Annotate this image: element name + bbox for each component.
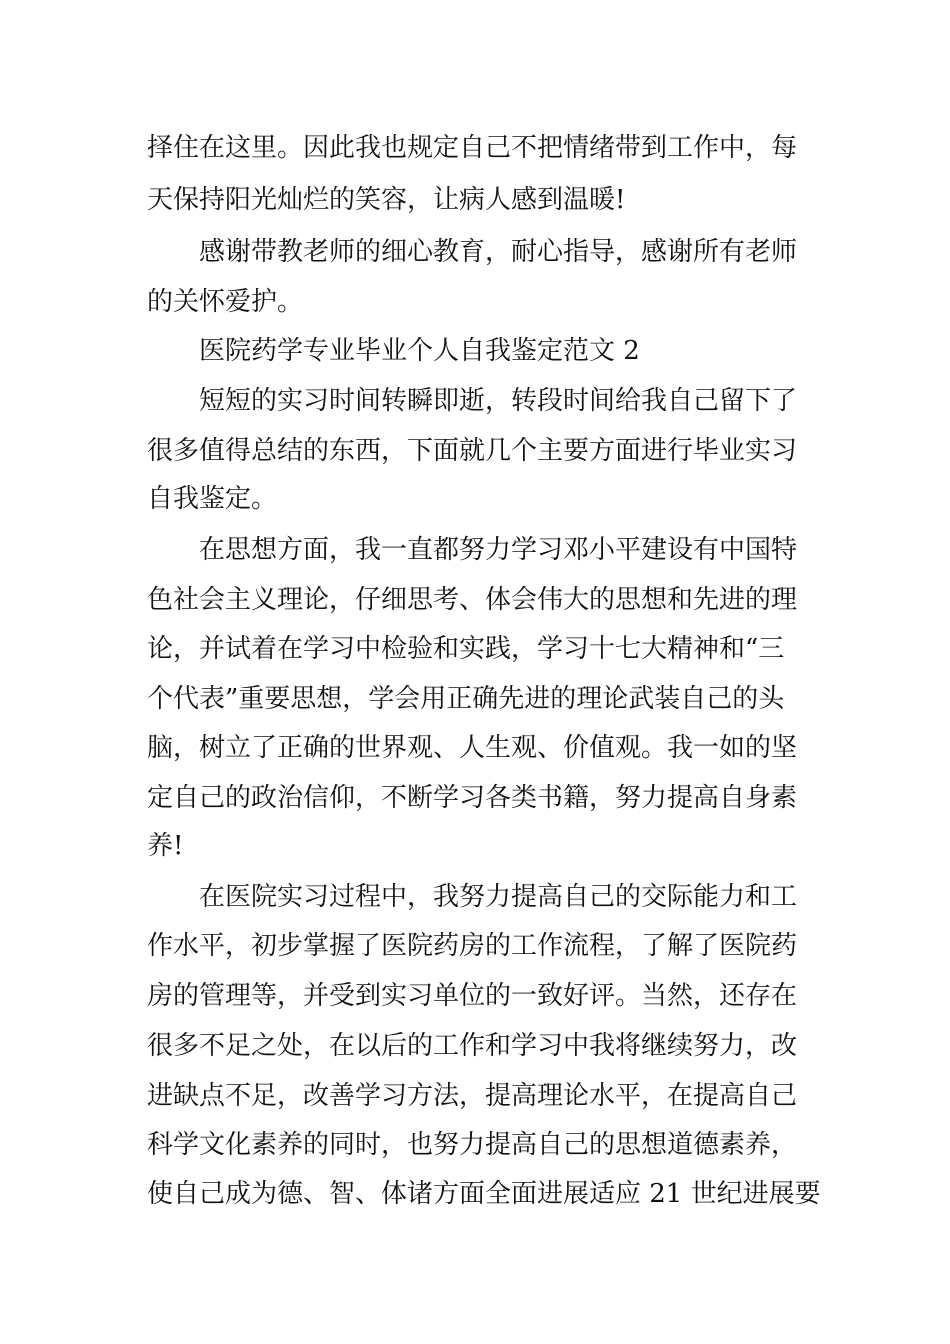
paragraph-first-line: 在医院实习过程中，我努力提高自己的交际能力和工 [199, 882, 798, 912]
body-text-line: 论，并试着在学习中检验和实践，学习十七大精神和“三 [147, 634, 785, 664]
body-text-line: 的关怀爱护。 [147, 287, 304, 317]
paragraph-first-line: 短短的实习时间转瞬即逝，转段时间给我自己留下了 [199, 386, 798, 416]
body-text-line: 科学文化素养的同时，也努力提高自己的思想道德素养， [147, 1130, 798, 1160]
body-text-line: 个代表”重要思想，学会用正确先进的理论武装自己的头 [147, 684, 785, 714]
body-text-line: 很多值得总结的东西，下面就几个主要方面进行毕业实习 [147, 436, 798, 466]
section-heading: 医院药学专业毕业个人自我鉴定范文 2 [199, 336, 640, 366]
body-text-line: 使自己成为德、智、体诸方面全面进展适应 21 世纪进展要 [147, 1179, 821, 1209]
paragraph-first-line: 感谢带教老师的细心教育，耐心指导，感谢所有老师 [199, 237, 798, 267]
body-text-line: 作水平，初步掌握了医院药房的工作流程，了解了医院药 [147, 931, 798, 961]
body-text-line: 天保持阳光灿烂的笑容，让病人感到温暖! [147, 185, 626, 215]
body-text-line: 自我鉴定。 [147, 484, 278, 514]
body-text-line: 色社会主义理论，仔细思考、体会伟大的思想和先进的理 [147, 585, 798, 615]
body-text-line: 进缺点不足，改善学习方法，提高理论水平，在提高自己 [147, 1081, 798, 1111]
body-text-line: 定自己的政治信仰，不断学习各类书籍，努力提高自身素 [147, 783, 798, 813]
body-text-line: 择住在这里。因此我也规定自己不把情绪带到工作中，每 [147, 133, 798, 163]
body-text-line: 脑，树立了正确的世界观、人生观、价值观。我一如的坚 [147, 733, 798, 763]
body-text-line: 很多不足之处，在以后的工作和学习中我将继续努力，改 [147, 1031, 798, 1061]
body-text-line: 房的管理等，并受到实习单位的一致好评。当然，还存在 [147, 981, 798, 1011]
paragraph-first-line: 在思想方面，我一直都努力学习邓小平建设有中国特 [199, 535, 798, 565]
body-text-line: 养! [147, 831, 184, 861]
